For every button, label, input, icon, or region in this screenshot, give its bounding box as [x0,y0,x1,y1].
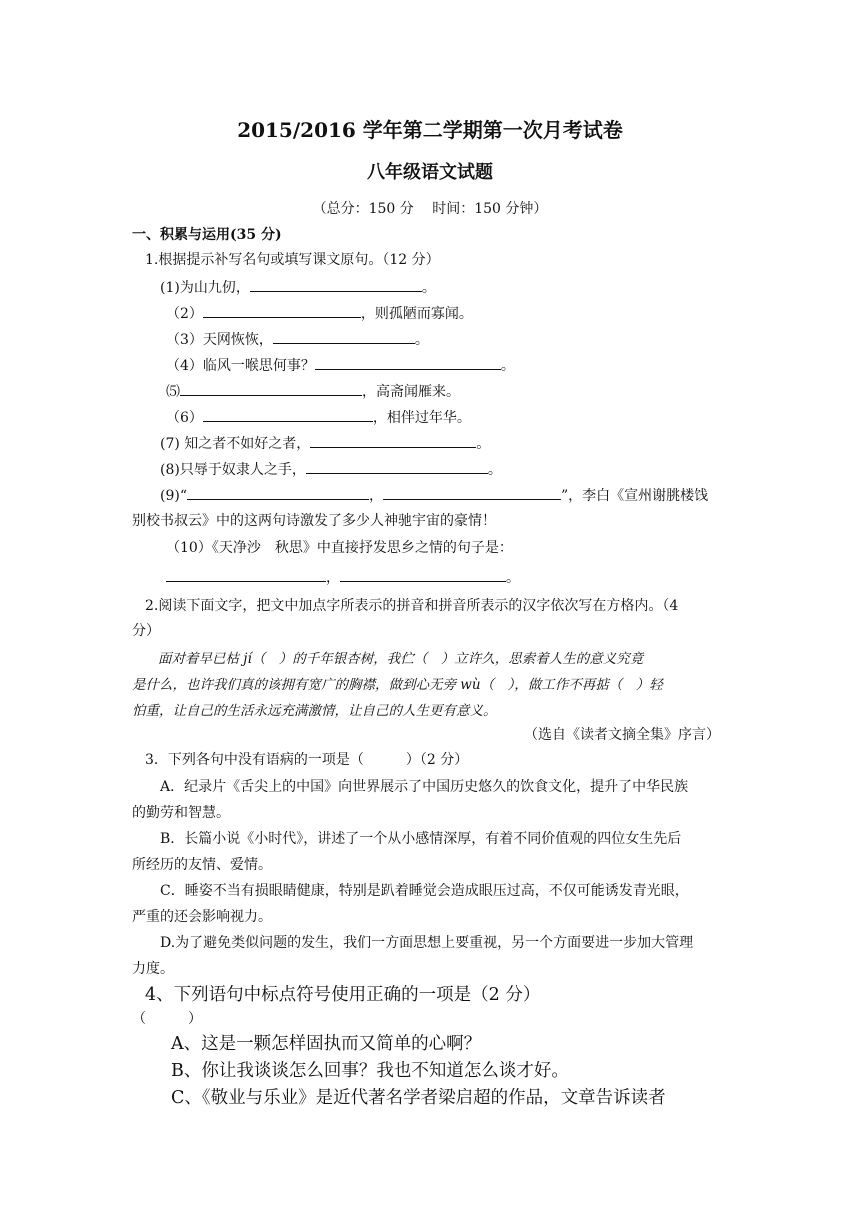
q3-option-b-cont: 所经历的友情、爱情。 [132,857,272,873]
q3-option-d-cont: 力度。 [132,961,174,977]
answer-blank[interactable] [310,434,476,448]
item-text: 。 [421,280,436,296]
q1-item [160,434,490,453]
answer-blank[interactable] [383,486,561,500]
q1-item-cont: 别校书叔云》中的这两句诗激发了多少人神驰宇宙的豪情！ [132,513,496,529]
answer-blank[interactable] [273,330,415,344]
answer-blank[interactable] [180,382,362,396]
item-text: 。 [500,358,515,374]
q2-passage-line: 面对着早已枯 jí（ ）的千年银杏树，我伫（ ）立许久，思索着人生的意义究竟 [158,651,644,667]
q3-option-a: A．纪录片《舌尖上的中国》向世界展示了中国历史悠久的饮食文化，提升了中华民族 [160,779,689,795]
section-heading: 一、积累与运用(35 分) [132,227,282,243]
exam-info: （总分：150 分 时间：150 分钟） [312,201,548,217]
q3-option-c-cont: 严重的还会影响视力。 [132,909,272,925]
answer-blank[interactable] [166,568,326,582]
q3-option-a-cont: 的勤劳和智慧。 [132,805,230,821]
q1-item [166,382,460,401]
answer-blank[interactable] [203,408,373,422]
answer-blank[interactable] [315,356,501,370]
q2-prompt-cont: 分） [132,623,160,639]
q3-prompt: 3．下列各句中没有语病的一项是（ ）（2 分） [145,752,469,768]
item-text: 。 [476,436,491,452]
item-text: ”，李白《宣州谢朓楼饯 [561,488,709,504]
q1-item [166,356,515,375]
q3-option-c: C．睡姿不当有损眼睛健康，特别是趴着睡觉会造成眼压过高，不仅可能诱发青光眼， [160,883,689,899]
answer-blank[interactable] [187,486,369,500]
item-text: 。 [506,570,520,586]
q1-item [166,330,429,349]
q1-item [160,460,502,479]
answer-blank[interactable] [340,568,506,582]
q2-passage-line: 是什么，也许我们真的该拥有宽广的胸襟，做到心无旁 wù（ ），做工作不再掂（ ）轻 [132,677,663,693]
item-text: (8)只辱于奴隶人之手， [160,462,306,478]
q1-item [166,408,471,427]
answer-blank[interactable] [250,278,422,292]
item-text: (9)“ [160,488,187,504]
q4-option-a: A、这是一颗怎样固执而又简单的心啊？ [171,1034,482,1054]
q4-prompt: 4、下列语句中标点符号使用正确的一项是（2 分） [145,985,541,1005]
q2-passage-line: 怕重，让自己的生活永远充满激情，让自己的人生更有意义。 [132,703,497,719]
item-text: 。 [414,332,429,348]
item-text: 。 [487,462,502,478]
exam-title: 2015/2016 学年第二学期第一次月考试卷 [237,118,623,142]
q2-prompt: 2.阅读下面文字，把文中加点字所表示的拼音和拼音所表示的汉字依次写在方格内。（4 [145,598,679,614]
item-text: ，高斋闻雁来。 [362,384,460,400]
item-text: （3）天网恢恢， [166,332,273,348]
q4-option-b: B、你让我谈谈怎么回事？我也不知道怎么谈才好。 [171,1061,569,1081]
q2-source: （选自《读者文摘全集》序言） [524,727,720,743]
item-text: ， [369,488,383,504]
q4-option-c: C、《敬业与乐业》是近代著名学者梁启超的作品，文章告诉读者 [171,1088,666,1108]
item-text: ，相伴过年华。 [372,410,471,426]
item-text: （6） [166,410,203,426]
q1-item [160,278,436,297]
item-text: (1)为山九仞， [160,280,250,296]
q1-item: （10）《天净沙 秋思》中直接抒发思乡之情的句子是： [166,540,513,556]
q4-answer-paren: （ ） [132,1011,202,1027]
item-text: ，则孤陋而寡闻。 [360,306,473,322]
answer-blank[interactable] [203,304,361,318]
item-text: ， [326,570,340,586]
q1-prompt: 1.根据提示补写名句或填写课文原句。（12 分） [145,252,440,268]
q1-item [166,304,473,323]
q1-item [166,568,520,587]
item-text: (7) 知之者不如好之者， [160,436,311,452]
answer-blank[interactable] [306,460,488,474]
q1-item [160,486,708,505]
item-text: ⑸ [166,384,180,400]
exam-subtitle: 八年级语文试题 [367,162,493,183]
item-text: （2） [166,306,203,322]
q3-option-d: D.为了避免类似问题的发生，我们一方面思想上要重视，另一个方面要进一步加大管理 [160,935,694,951]
q3-option-b: B．长篇小说《小时代》，讲述了一个从小感情深厚，有着不同价值观的四位女生先后 [160,831,682,847]
item-text: （4）临风一喉思何事？ [166,358,315,374]
